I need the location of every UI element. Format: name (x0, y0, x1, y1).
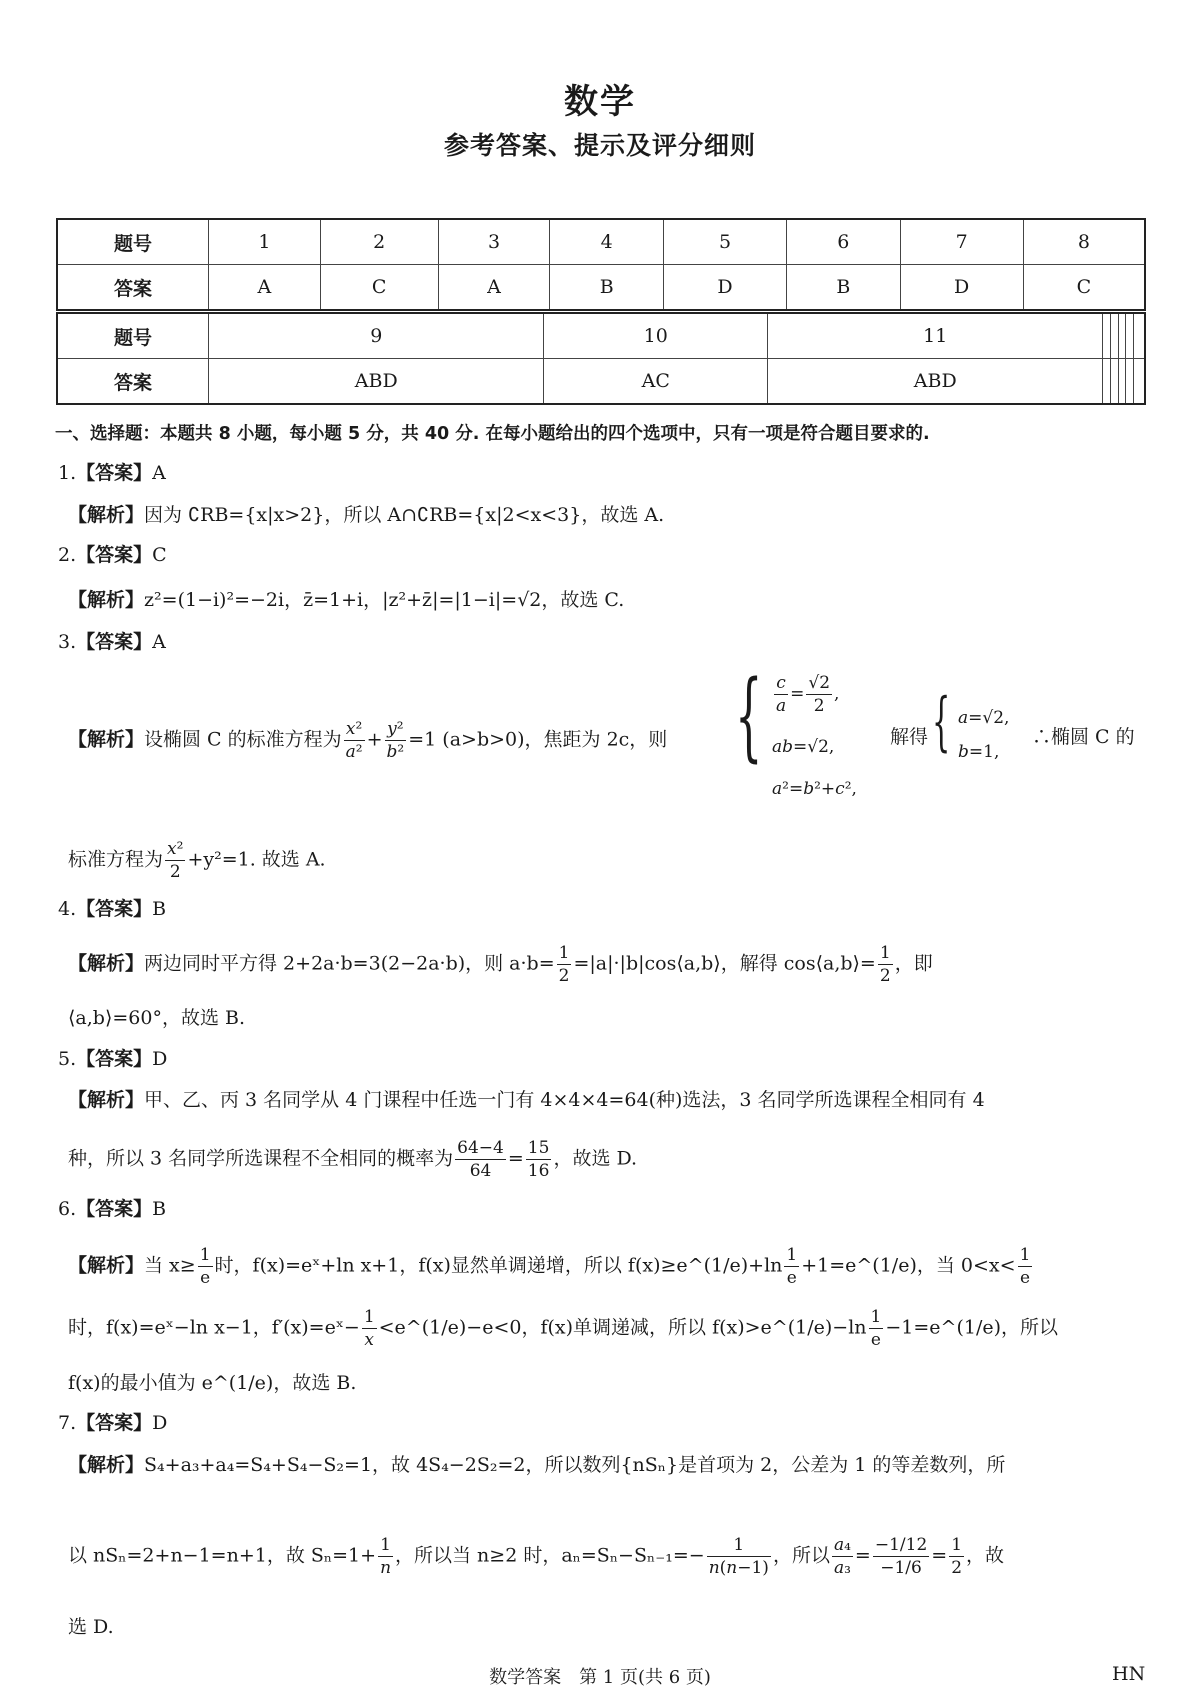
analysis-text: ∴椭圆 C 的 (1032, 726, 1135, 748)
analysis-text: 甲、乙、丙 3 名同学从 4 门课程中任选一门有 4×4×4=64(种)选法，3 名同学所选课程全相同有 4 (144, 1089, 985, 1111)
analysis-line-2 (68, 585, 624, 612)
answer-tag: 【答案】 (76, 1048, 153, 1070)
answer-tag: 【答案】 (76, 462, 153, 484)
analysis-text: ，故 (966, 1544, 1005, 1567)
answer-table-2 (56, 312, 1146, 405)
question-number: 7. (58, 1412, 77, 1434)
fraction-1-2: $\frac{1}{2}$ (558, 943, 570, 986)
table-cell: 7 (900, 219, 1023, 265)
analysis-tag: 【解析】 (68, 1254, 145, 1277)
analysis-tag: 【解析】 (68, 589, 145, 611)
analysis-tag: 【解析】 (68, 1454, 145, 1476)
table-cell: 10 (544, 313, 768, 359)
analysis-tag: 【解析】 (68, 728, 145, 751)
analysis-line-6c: f(x)的最小值为 e^(1/e)，故选 B. (68, 1372, 357, 1394)
answer-tag: 【答案】 (76, 1412, 153, 1434)
table-cell: C (320, 265, 438, 311)
answer-tag: 【答案】 (76, 1198, 153, 1220)
table-cell: AC (544, 359, 768, 405)
fraction-15-16: $\frac{15}{16}$ (527, 1138, 550, 1181)
analysis-text: 两边同时平方得 2+2a·b=3(2−2a·b)，则 a·b= (144, 952, 555, 975)
table-cell: B (787, 265, 901, 311)
table-cell: ABD (768, 359, 1103, 405)
answer-line-7 (58, 1408, 167, 1435)
analysis-tag: 【解析】 (68, 1089, 145, 1111)
analysis-text: ，所以当 n≥2 时，aₙ=Sₙ−Sₙ₋₁=− (395, 1544, 705, 1567)
table-cell: 5 (663, 219, 786, 265)
table-cell (1133, 359, 1145, 405)
analysis-line-6: 【解析】当 x≥ $\frac{1}{e}$ 时，f(x)=eˣ+ln x+1，f(x)显然单调递增，所以 f(x)≥e^(1/e)+ln $\frac{1}{e}$ +1=e^(1/e)，当 0<x< $\frac{1}{e}$ (68, 1245, 1031, 1288)
analysis-text: 以 nSₙ=2+n−1=n+1，故 Sₙ=1+ (68, 1544, 377, 1567)
page-title: 数学 (564, 82, 636, 122)
fraction-x2-a2: $\frac{\text{x²}}{\text{a²}}$ (345, 719, 363, 762)
question-number: 1. (58, 462, 77, 484)
analysis-tag: 【解析】 (68, 504, 145, 526)
left-brace: { (735, 660, 763, 772)
answer-value: D (152, 1048, 168, 1070)
analysis-text: S₄+a₃+a₄=S₄+S₄−S₂=1，故 4S₄−2S₂=2，所以数列{nSₙ}是首项为 2，公差为 1 的等差数列，所 (144, 1454, 1006, 1476)
page-subtitle: 参考答案、提示及评分细则 (443, 131, 756, 160)
analysis-text: <e^(1/e)−e<0，f(x)单调递减，所以 f(x)>e^(1/e)−ln (378, 1316, 867, 1339)
table-cell (1118, 313, 1126, 359)
table-cell (1118, 359, 1126, 405)
answer-table-1 (56, 218, 1146, 311)
analysis-text: 当 x≥ (144, 1254, 196, 1277)
table-cell (1133, 313, 1145, 359)
answer-line-1 (58, 458, 166, 485)
fraction-60-64: $\frac{64-4}{64}$ (457, 1138, 504, 1181)
table-row (57, 219, 1145, 265)
analysis-line-5-cont: 种，所以 3 名同学所选课程不全相同的概率为 $\frac{64-4}{64}$ = $\frac{15}{16}$ ，故选 D. (68, 1138, 638, 1181)
analysis-line-3-cont (68, 838, 326, 883)
analysis-tag: 【解析】 (68, 952, 145, 975)
table-cell: C (1023, 265, 1145, 311)
analysis-text: =1 (a>b>0)，焦距为 2c，则 (408, 728, 668, 751)
answer-line-3 (58, 627, 166, 654)
analysis-text: 时，f(x)=eˣ−ln x−1，f′(x)=eˣ− (68, 1316, 360, 1339)
analysis-line-7 (68, 1450, 1005, 1477)
table-row (57, 359, 1145, 405)
table-cell: 4 (550, 219, 664, 265)
analysis-line-3: 【解析】设椭圆 C 的标准方程为 $\frac{\text{x²}}{\text{a²}}$ + $\frac{\text{y²}}{\text{b²}}$ =1 (a>b>0)，焦距为 2c，则 (68, 719, 668, 762)
analysis-text: =|a|·|b|cos⟨a,b⟩，解得 cos⟨a,b⟩= (573, 952, 876, 975)
table-header-cell: 题号 (57, 313, 209, 359)
analysis-line-7c: 选 D. (68, 1616, 114, 1638)
analysis-line-4-cont: ⟨a,b⟩=60°，故选 B. (68, 1007, 245, 1029)
analysis-text: −1=e^(1/e)，所以 (885, 1316, 1059, 1339)
analysis-line-7b: 以 nSₙ=2+n−1=n+1，故 Sₙ=1+ $\frac{1}{n}$ ，所以当 n≥2 时，aₙ=Sₙ−Sₙ₋₁=− $\frac{1}{n(n-1)}$ ，所以 $\frac{\text{a₄}}{\text{a₃}}$ = $\frac{-1/12}{-1/6}$ = $\frac{1}{2}$ ，故 (68, 1535, 1005, 1578)
answer-line-4 (58, 894, 166, 921)
question-number: 5. (58, 1048, 77, 1070)
table-cell: D (900, 265, 1023, 311)
analysis-text: 设椭圆 C 的标准方程为 (144, 728, 342, 751)
table-cell: 9 (209, 313, 544, 359)
left-brace: { (932, 685, 951, 759)
equation-system: $\frac{c}{a}$ = $\frac{√2}{2}$ , ab=√2, a²=b²+c², (772, 673, 857, 799)
analysis-text: 解得 (890, 726, 929, 748)
question-number: 4. (58, 898, 77, 920)
table-cell (1111, 359, 1119, 405)
answer-value: A (152, 631, 166, 653)
table-cell: 3 (438, 219, 550, 265)
answer-line-2 (58, 540, 167, 567)
table-cell: A (438, 265, 550, 311)
question-number: 3. (58, 631, 77, 653)
answer-line-5 (58, 1044, 167, 1071)
footer-code: HN (1112, 1663, 1146, 1685)
table-cell (1126, 359, 1134, 405)
table-header-cell: 答案 (57, 359, 209, 405)
answer-tag: 【答案】 (76, 631, 153, 653)
analysis-line-4 (68, 942, 933, 987)
table-cell: A (209, 265, 321, 311)
analysis-text: z²=(1−i)²=−2i，z̄=1+i，|z²+z̄|=|1−i|=√2，故选 C. (144, 589, 625, 611)
analysis-text: 因为 ∁RB={x|x>2}，所以 A∩∁RB={x|2<x<3}，故选 A. (144, 504, 665, 526)
table-cell (1111, 313, 1119, 359)
analysis-text: ，故选 D. (553, 1147, 638, 1170)
solution-system: a=√2, b=1, (958, 708, 1010, 762)
table-cell (1103, 313, 1111, 359)
question-number: 6. (58, 1198, 77, 1220)
analysis-line-6b: 时，f(x)=eˣ−ln x−1，f′(x)=eˣ− $\frac{1}{x}$ <e^(1/e)−e<0，f(x)单调递减，所以 f(x)>e^(1/e)−ln $\frac{1}{e}$ −1=e^(1/e)，所以 (68, 1307, 1059, 1350)
analysis-text: 时，f(x)=eˣ+ln x+1，f(x)显然单调递增，所以 f(x)≥e^(1/e)+ln (214, 1254, 783, 1277)
table-row (57, 265, 1145, 311)
table-cell: 1 (209, 219, 321, 265)
fraction-x2-2: $\frac{\text{x²}}{2}$ (167, 839, 184, 882)
answer-line-6 (58, 1194, 166, 1221)
answer-value: B (152, 898, 167, 920)
answer-value: B (152, 1198, 167, 1220)
analysis-line-1 (68, 500, 664, 527)
page-footer: 数学答案 第 1 页(共 6 页) (489, 1667, 711, 1688)
fraction-y2-b2: $\frac{\text{y²}}{\text{b²}}$ (386, 719, 405, 762)
analysis-line-5 (68, 1085, 985, 1112)
question-number: 2. (58, 544, 77, 566)
analysis-text: +1=e^(1/e)，当 0<x< (801, 1254, 1016, 1277)
table-cell: B (550, 265, 664, 311)
analysis-text: ，即 (894, 952, 933, 975)
table-cell: D (663, 265, 786, 311)
analysis-text: ，所以 (772, 1544, 830, 1567)
table-cell: 6 (787, 219, 901, 265)
answer-tag: 【答案】 (76, 898, 153, 920)
table-header-cell: 题号 (57, 219, 209, 265)
answer-value: D (152, 1412, 168, 1434)
answer-tag: 【答案】 (76, 544, 153, 566)
analysis-text: +y²=1. 故选 A. (187, 848, 326, 871)
answer-value: C (152, 544, 167, 566)
fraction-1-2: $\frac{1}{2}$ (879, 943, 891, 986)
table-header-cell: 答案 (57, 265, 209, 311)
analysis-text: = (854, 1544, 871, 1567)
table-cell: 2 (320, 219, 438, 265)
analysis-text: 种，所以 3 名同学所选课程不全相同的概率为 (68, 1147, 454, 1170)
answer-value: A (152, 462, 166, 484)
table-cell (1103, 359, 1111, 405)
table-row (57, 313, 1145, 359)
analysis-text: 标准方程为 (68, 848, 164, 871)
table-cell: 11 (768, 313, 1103, 359)
table-cell: ABD (209, 359, 544, 405)
section-heading: 一、选择题：本题共 8 小题，每小题 5 分，共 40 分. 在每小题给出的四个选项中，只有一项是符合题目要求的. (55, 424, 930, 444)
table-cell (1126, 313, 1134, 359)
table-cell: 8 (1023, 219, 1145, 265)
